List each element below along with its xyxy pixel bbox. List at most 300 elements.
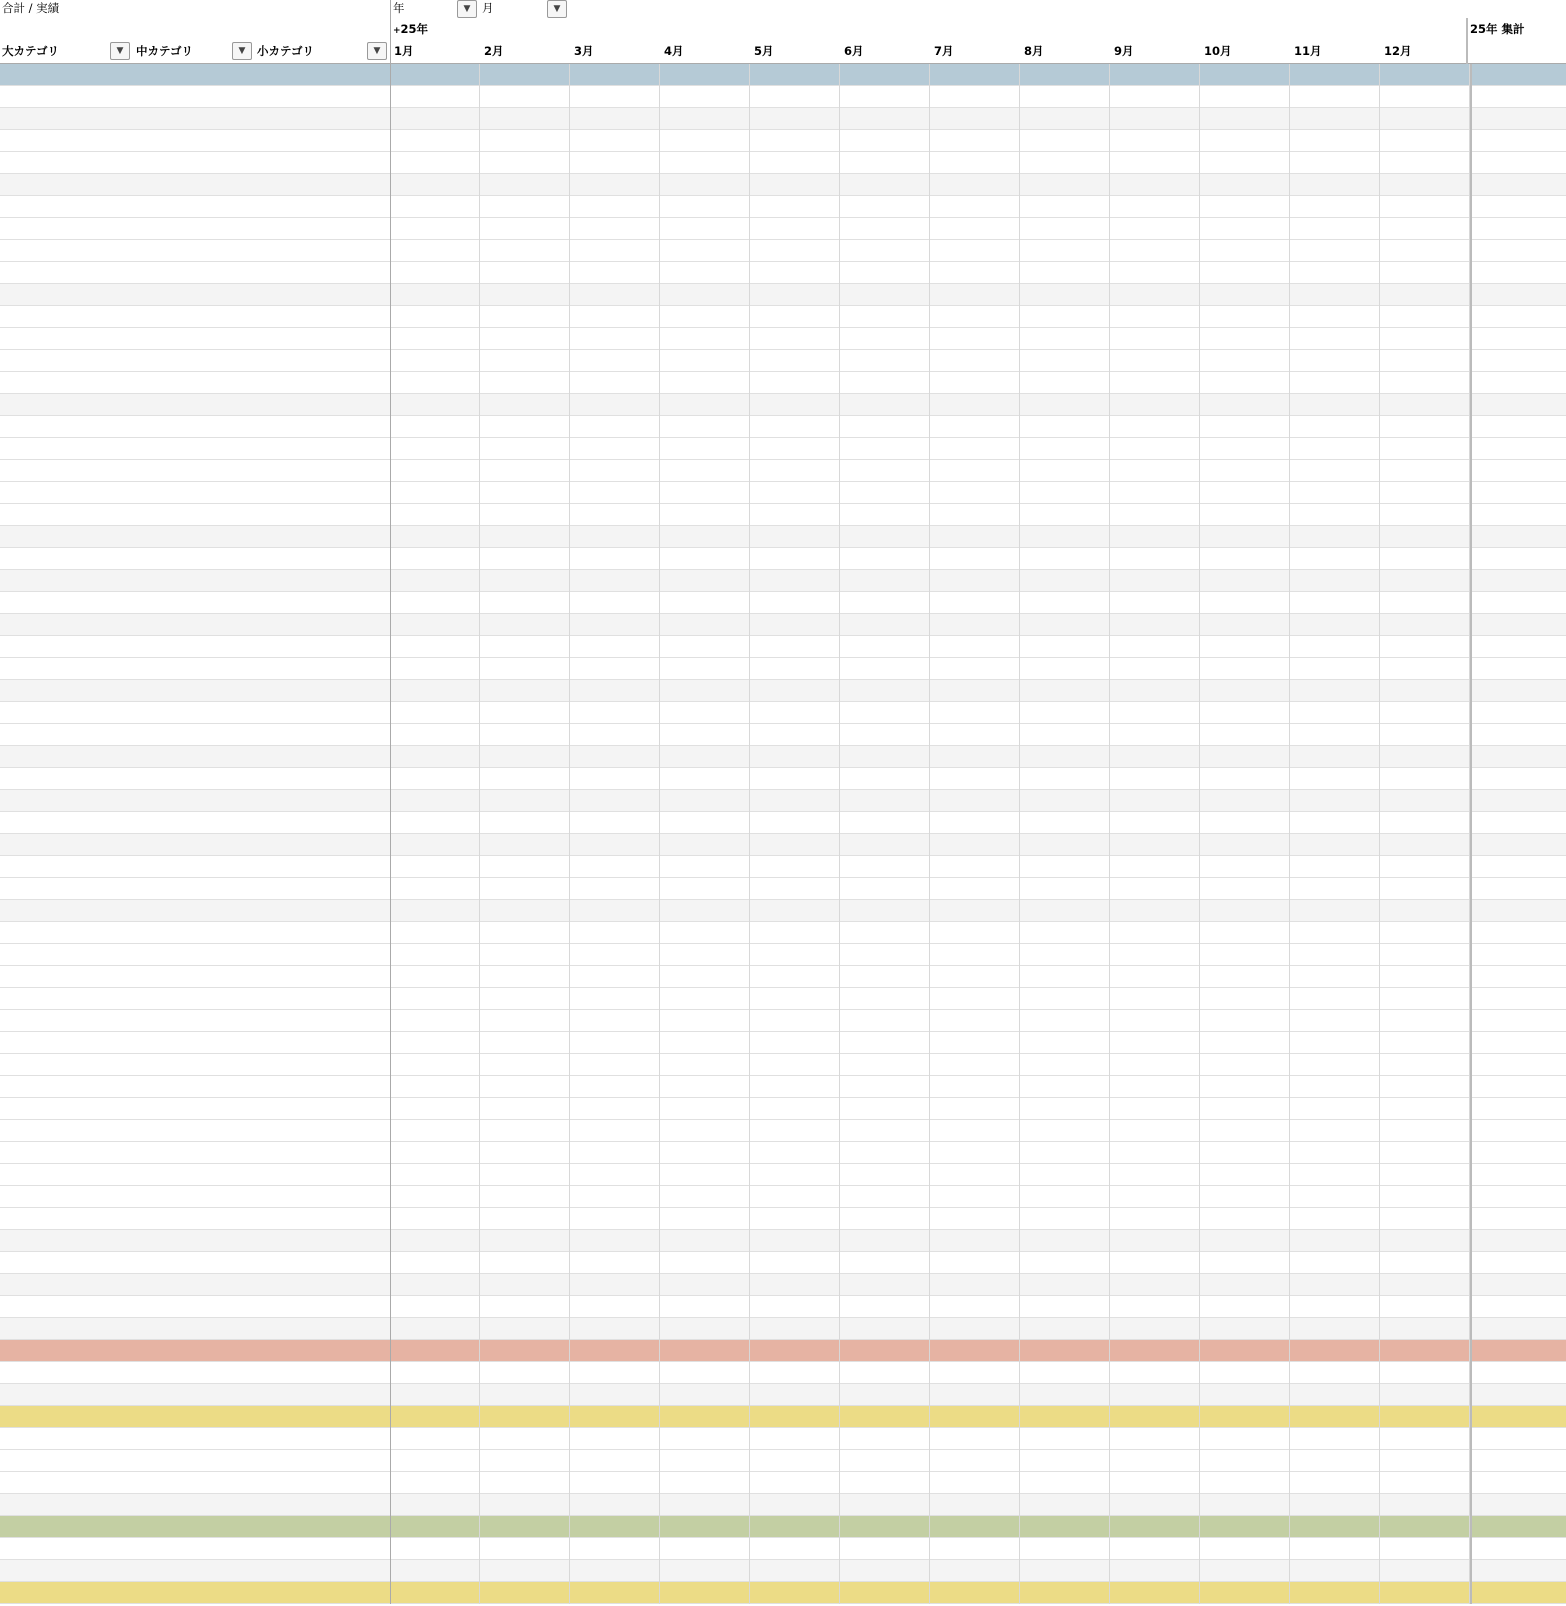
value-cell [660,548,750,570]
value-cell [570,482,660,504]
value-cell [1290,636,1380,658]
category-l2-label[interactable] [136,834,386,856]
value-cell [390,328,480,350]
l1-filter-button[interactable] [110,42,130,60]
value-cell [1380,988,1470,1010]
month-header-12: 12月 [1384,44,1412,58]
value-cell [1380,548,1470,570]
category-l1-label[interactable] [2,1362,127,1384]
category-l2-label[interactable] [146,702,256,724]
value-cell [930,746,1020,768]
category-l3-label[interactable] [257,438,387,460]
category-l2-label[interactable] [136,1274,386,1296]
value-cell [1020,812,1110,834]
value-cell [750,1362,840,1384]
value-cell [840,658,930,680]
value-cell [1200,1318,1290,1340]
year-filter-button[interactable] [457,0,477,18]
value-cell [480,350,570,372]
category-l3-label[interactable] [257,1428,387,1450]
category-l3-label[interactable] [257,372,387,394]
value-cell [750,1274,840,1296]
value-cell [1020,416,1110,438]
value-cell [1110,1186,1200,1208]
category-l3-label[interactable] [257,1164,387,1186]
value-cell [1200,240,1290,262]
value-cell [570,1340,660,1362]
value-cell [480,1296,570,1318]
value-cell [1110,856,1200,878]
category-l2-label[interactable] [146,1296,256,1318]
value-cell [930,1428,1020,1450]
row-total-cell [1470,1252,1566,1274]
value-cell [1380,1098,1470,1120]
value-cell [480,438,570,460]
row-total-cell [1470,724,1566,746]
category-l2-label[interactable] [136,570,386,592]
value-cell [390,680,480,702]
value-cell [1200,64,1290,86]
value-cell [1020,1208,1110,1230]
category-l1-label[interactable] [2,64,127,86]
value-cell [1200,768,1290,790]
category-l2-label[interactable] [136,108,386,130]
value-cell [1200,1538,1290,1560]
category-l3-label[interactable] [257,702,387,724]
value-cell [480,152,570,174]
value-cell [1290,1494,1380,1516]
value-cell [1380,1252,1470,1274]
category-l3-label[interactable] [257,350,387,372]
category-l1-label[interactable] [2,86,127,108]
row-total-cell [1470,174,1566,196]
category-l2-label[interactable] [136,526,386,548]
value-cell [660,196,750,218]
value-cell [570,394,660,416]
category-l3-label[interactable] [257,1054,387,1076]
value-cell [1110,636,1200,658]
category-l3-label[interactable] [257,416,387,438]
category-l2-label[interactable] [146,922,256,944]
value-cell [840,1274,930,1296]
category-l2-label[interactable] [146,86,256,108]
value-cell [1200,350,1290,372]
l2-filter-button[interactable] [232,42,252,60]
value-cell [930,460,1020,482]
value-cell [1020,240,1110,262]
row-total-cell [1470,900,1566,922]
category-l3-label[interactable] [257,1010,387,1032]
value-cell [840,900,930,922]
value-cell [1290,812,1380,834]
value-cell [570,1208,660,1230]
category-l3-label[interactable] [257,768,387,790]
value-cell [1020,64,1110,86]
row-total-cell [1470,988,1566,1010]
value-cell [1110,944,1200,966]
value-cell [1020,856,1110,878]
row-total-cell [1470,1274,1566,1296]
value-cell [1380,878,1470,900]
value-cell [480,504,570,526]
row-total-cell [1470,658,1566,680]
value-cell [1200,790,1290,812]
value-cell [1380,614,1470,636]
value-cell [660,746,750,768]
category-l3-label[interactable] [257,636,387,658]
value-cell [390,900,480,922]
value-cell [1200,1274,1290,1296]
value-cell [390,1450,480,1472]
l3-filter-button[interactable] [367,42,387,60]
value-cell [1200,262,1290,284]
row-total-cell [1470,878,1566,900]
value-cell [390,1340,480,1362]
value-cell [390,438,480,460]
category-l3-label[interactable] [257,1120,387,1142]
value-cell [1020,130,1110,152]
category-l1-label[interactable] [2,1582,382,1604]
row-total-cell [1470,570,1566,592]
value-cell [1200,218,1290,240]
value-cell [1110,1362,1200,1384]
category-l3-label[interactable] [257,1032,387,1054]
category-l3-label[interactable] [257,856,387,878]
category-l2-label[interactable] [146,1362,256,1384]
value-cell [1110,966,1200,988]
category-l3-label[interactable] [257,966,387,988]
value-cell [390,394,480,416]
value-cell [750,1516,840,1538]
value-cell [1110,1098,1200,1120]
value-cell [750,350,840,372]
value-cell [660,966,750,988]
value-cell [840,1582,930,1604]
value-cell [1110,1164,1200,1186]
value-cell [570,416,660,438]
category-l2-label[interactable] [146,768,256,790]
value-cell [1020,636,1110,658]
category-l2-label[interactable] [136,1494,386,1516]
category-l2-label[interactable] [136,394,386,416]
category-l2-label[interactable] [146,416,256,438]
category-l1-label[interactable] [2,1538,127,1560]
category-l3-label[interactable] [257,482,387,504]
value-cell [570,284,660,306]
value-cell [1200,1340,1290,1362]
category-l3-label[interactable] [257,724,387,746]
value-cell [1200,526,1290,548]
value-cell [930,812,1020,834]
value-cell [480,1252,570,1274]
category-l2-label[interactable] [136,900,386,922]
category-l3-label[interactable] [257,988,387,1010]
row-total-cell [1470,1164,1566,1186]
value-cell [840,1362,930,1384]
value-cell [750,1054,840,1076]
row-total-cell [1470,1098,1566,1120]
value-cell [1380,592,1470,614]
category-l3-label[interactable] [257,1296,387,1318]
table-row [0,86,1566,108]
value-cell [570,988,660,1010]
value-cell [1110,1076,1200,1098]
subtotal-row [0,1494,1566,1516]
category-l3-label[interactable] [257,1472,387,1494]
value-cell [930,1164,1020,1186]
value-cell [390,856,480,878]
value-cell [1380,1472,1470,1494]
value-cell [480,1494,570,1516]
value-cell [840,790,930,812]
category-l3-label[interactable] [257,218,387,240]
value-cell [660,526,750,548]
row-total-cell [1470,504,1566,526]
value-cell [1110,306,1200,328]
value-cell [840,1230,930,1252]
value-cell [750,416,840,438]
value-cell [1290,1450,1380,1472]
value-cell [660,856,750,878]
category-l1-label[interactable] [2,1406,382,1428]
value-cell [1200,438,1290,460]
value-cell [750,1230,840,1252]
value-cell [1200,922,1290,944]
value-cell [930,1318,1020,1340]
category-l3-label[interactable] [257,592,387,614]
category-l2-label[interactable] [136,1230,386,1252]
value-cell [750,196,840,218]
category-l3-label[interactable] [257,86,387,108]
value-cell [1200,1076,1290,1098]
value-cell [1110,1010,1200,1032]
category-l2-label[interactable] [136,174,386,196]
value-cell [570,1560,660,1582]
value-cell [1200,1472,1290,1494]
value-cell [1380,944,1470,966]
value-cell [480,680,570,702]
value-cell [1020,1384,1110,1406]
category-l2-label[interactable] [146,592,256,614]
category-l2-label[interactable] [146,1428,256,1450]
value-cell [840,1164,930,1186]
value-cell [1290,790,1380,812]
category-l3-label[interactable] [257,812,387,834]
row-total-cell [1470,548,1566,570]
row-total-cell [1470,1406,1566,1428]
value-cell [1290,1252,1380,1274]
value-cell [480,64,570,86]
filter-icon: ▼ [373,46,381,56]
category-l3-label[interactable] [257,240,387,262]
table-row [0,1098,1566,1120]
category-l2-label[interactable] [136,1318,386,1340]
category-l3-label[interactable] [257,548,387,570]
category-l3-label[interactable] [257,658,387,680]
category-l2-label[interactable] [146,196,256,218]
value-cell [570,1472,660,1494]
category-l3-label[interactable] [257,306,387,328]
value-cell [840,1538,930,1560]
value-cell [1290,86,1380,108]
category-l3-label[interactable] [257,1252,387,1274]
category-l2-label[interactable] [136,1384,386,1406]
category-l2-label[interactable] [136,746,386,768]
category-l2-label[interactable] [136,680,386,702]
value-cell [1290,1384,1380,1406]
value-cell [1110,64,1200,86]
category-l2-label[interactable] [146,306,256,328]
value-cell [660,1054,750,1076]
value-cell [840,636,930,658]
value-cell [660,878,750,900]
value-cell [1200,812,1290,834]
table-row [0,878,1566,900]
category-l3-label[interactable] [257,196,387,218]
value-cell [1020,306,1110,328]
category-l1-label[interactable] [2,1428,127,1450]
category-l2-label[interactable] [146,1252,256,1274]
value-cell [1290,394,1380,416]
value-cell [1110,1252,1200,1274]
category-l3-label[interactable] [257,1142,387,1164]
value-cell [840,394,930,416]
row-header-divider [390,64,391,1604]
category-l3-label[interactable] [257,328,387,350]
value-cell [1020,834,1110,856]
value-cell [390,966,480,988]
row-total-cell [1470,1340,1566,1362]
value-cell [1290,196,1380,218]
category-l3-label[interactable] [257,1362,387,1384]
category-l3-label[interactable] [257,460,387,482]
value-cell [570,702,660,724]
total-column-header: 25年 集計 [1470,22,1525,36]
category-l3-label[interactable] [257,504,387,526]
value-cell [1380,702,1470,724]
value-cell [1290,328,1380,350]
value-cell [570,196,660,218]
table-row [0,130,1566,152]
table-row [0,1010,1566,1032]
category-l3-label[interactable] [257,262,387,284]
category-l2-label[interactable] [136,614,386,636]
value-cell [750,1296,840,1318]
value-cell [1200,1296,1290,1318]
month-field-label: 月 [482,1,494,15]
category-l3-label[interactable] [257,1450,387,1472]
value-cell [660,372,750,394]
value-cell [1110,350,1200,372]
category-l2-label[interactable] [146,130,256,152]
value-cell [930,680,1020,702]
value-cell [930,394,1020,416]
category-l3-label[interactable] [257,878,387,900]
value-cell [750,1318,840,1340]
value-cell [930,878,1020,900]
year-group-label[interactable]: +25年 [393,22,429,36]
category-l1-label[interactable] [2,1340,382,1362]
value-cell [930,1472,1020,1494]
category-l2-label[interactable] [146,812,256,834]
value-cell [750,592,840,614]
value-cell [570,1406,660,1428]
category-l2-label[interactable] [146,856,256,878]
category-l3-label[interactable] [257,922,387,944]
value-cell [840,438,930,460]
value-cell [930,1054,1020,1076]
category-l3-label[interactable] [257,1098,387,1120]
value-cell [1020,1032,1110,1054]
value-cell [480,944,570,966]
value-cell [1110,1428,1200,1450]
category-l3-label[interactable] [257,944,387,966]
value-cell [1380,526,1470,548]
value-cell [390,504,480,526]
value-cell [390,636,480,658]
month-filter-button[interactable] [547,0,567,18]
value-cell [930,218,1020,240]
category-l3-label[interactable] [257,1208,387,1230]
value-cell [1020,394,1110,416]
value-cell [480,482,570,504]
value-cell [660,1142,750,1164]
category-l2-label[interactable] [136,790,386,812]
category-l3-label[interactable] [257,1076,387,1098]
value-cell [1290,218,1380,240]
category-l3-label[interactable] [257,1186,387,1208]
value-cell [750,1340,840,1362]
value-cell [1290,988,1380,1010]
value-cell [1290,1120,1380,1142]
subtotal-row [0,394,1566,416]
value-cell [1200,1582,1290,1604]
category-l2-label[interactable] [136,1560,386,1582]
value-cell [480,966,570,988]
value-cell [1200,900,1290,922]
value-cell [480,262,570,284]
value-cell [930,64,1020,86]
category-l2-label[interactable] [146,636,256,658]
value-cell [1020,1516,1110,1538]
subtotal-row [0,614,1566,636]
category-l3-label[interactable] [257,1538,387,1560]
row-total-cell [1470,944,1566,966]
category-l1-label[interactable] [2,1516,382,1538]
value-cell [570,1142,660,1164]
table-row [0,702,1566,724]
table-row [0,152,1566,174]
row-total-cell [1470,1318,1566,1340]
value-cell [1380,86,1470,108]
value-cell [930,966,1020,988]
value-cell [1290,240,1380,262]
category-l2-label[interactable] [146,1538,256,1560]
value-cell [750,1142,840,1164]
value-cell [1110,614,1200,636]
value-cell [750,306,840,328]
category-l2-label[interactable] [146,548,256,570]
value-cell [390,1362,480,1384]
category-l3-label[interactable] [257,152,387,174]
value-cell [1110,218,1200,240]
value-cell [570,372,660,394]
value-cell [750,526,840,548]
category-l2-label[interactable] [136,284,386,306]
value-cell [1200,1428,1290,1450]
value-cell [750,614,840,636]
category-l3-label[interactable] [257,130,387,152]
